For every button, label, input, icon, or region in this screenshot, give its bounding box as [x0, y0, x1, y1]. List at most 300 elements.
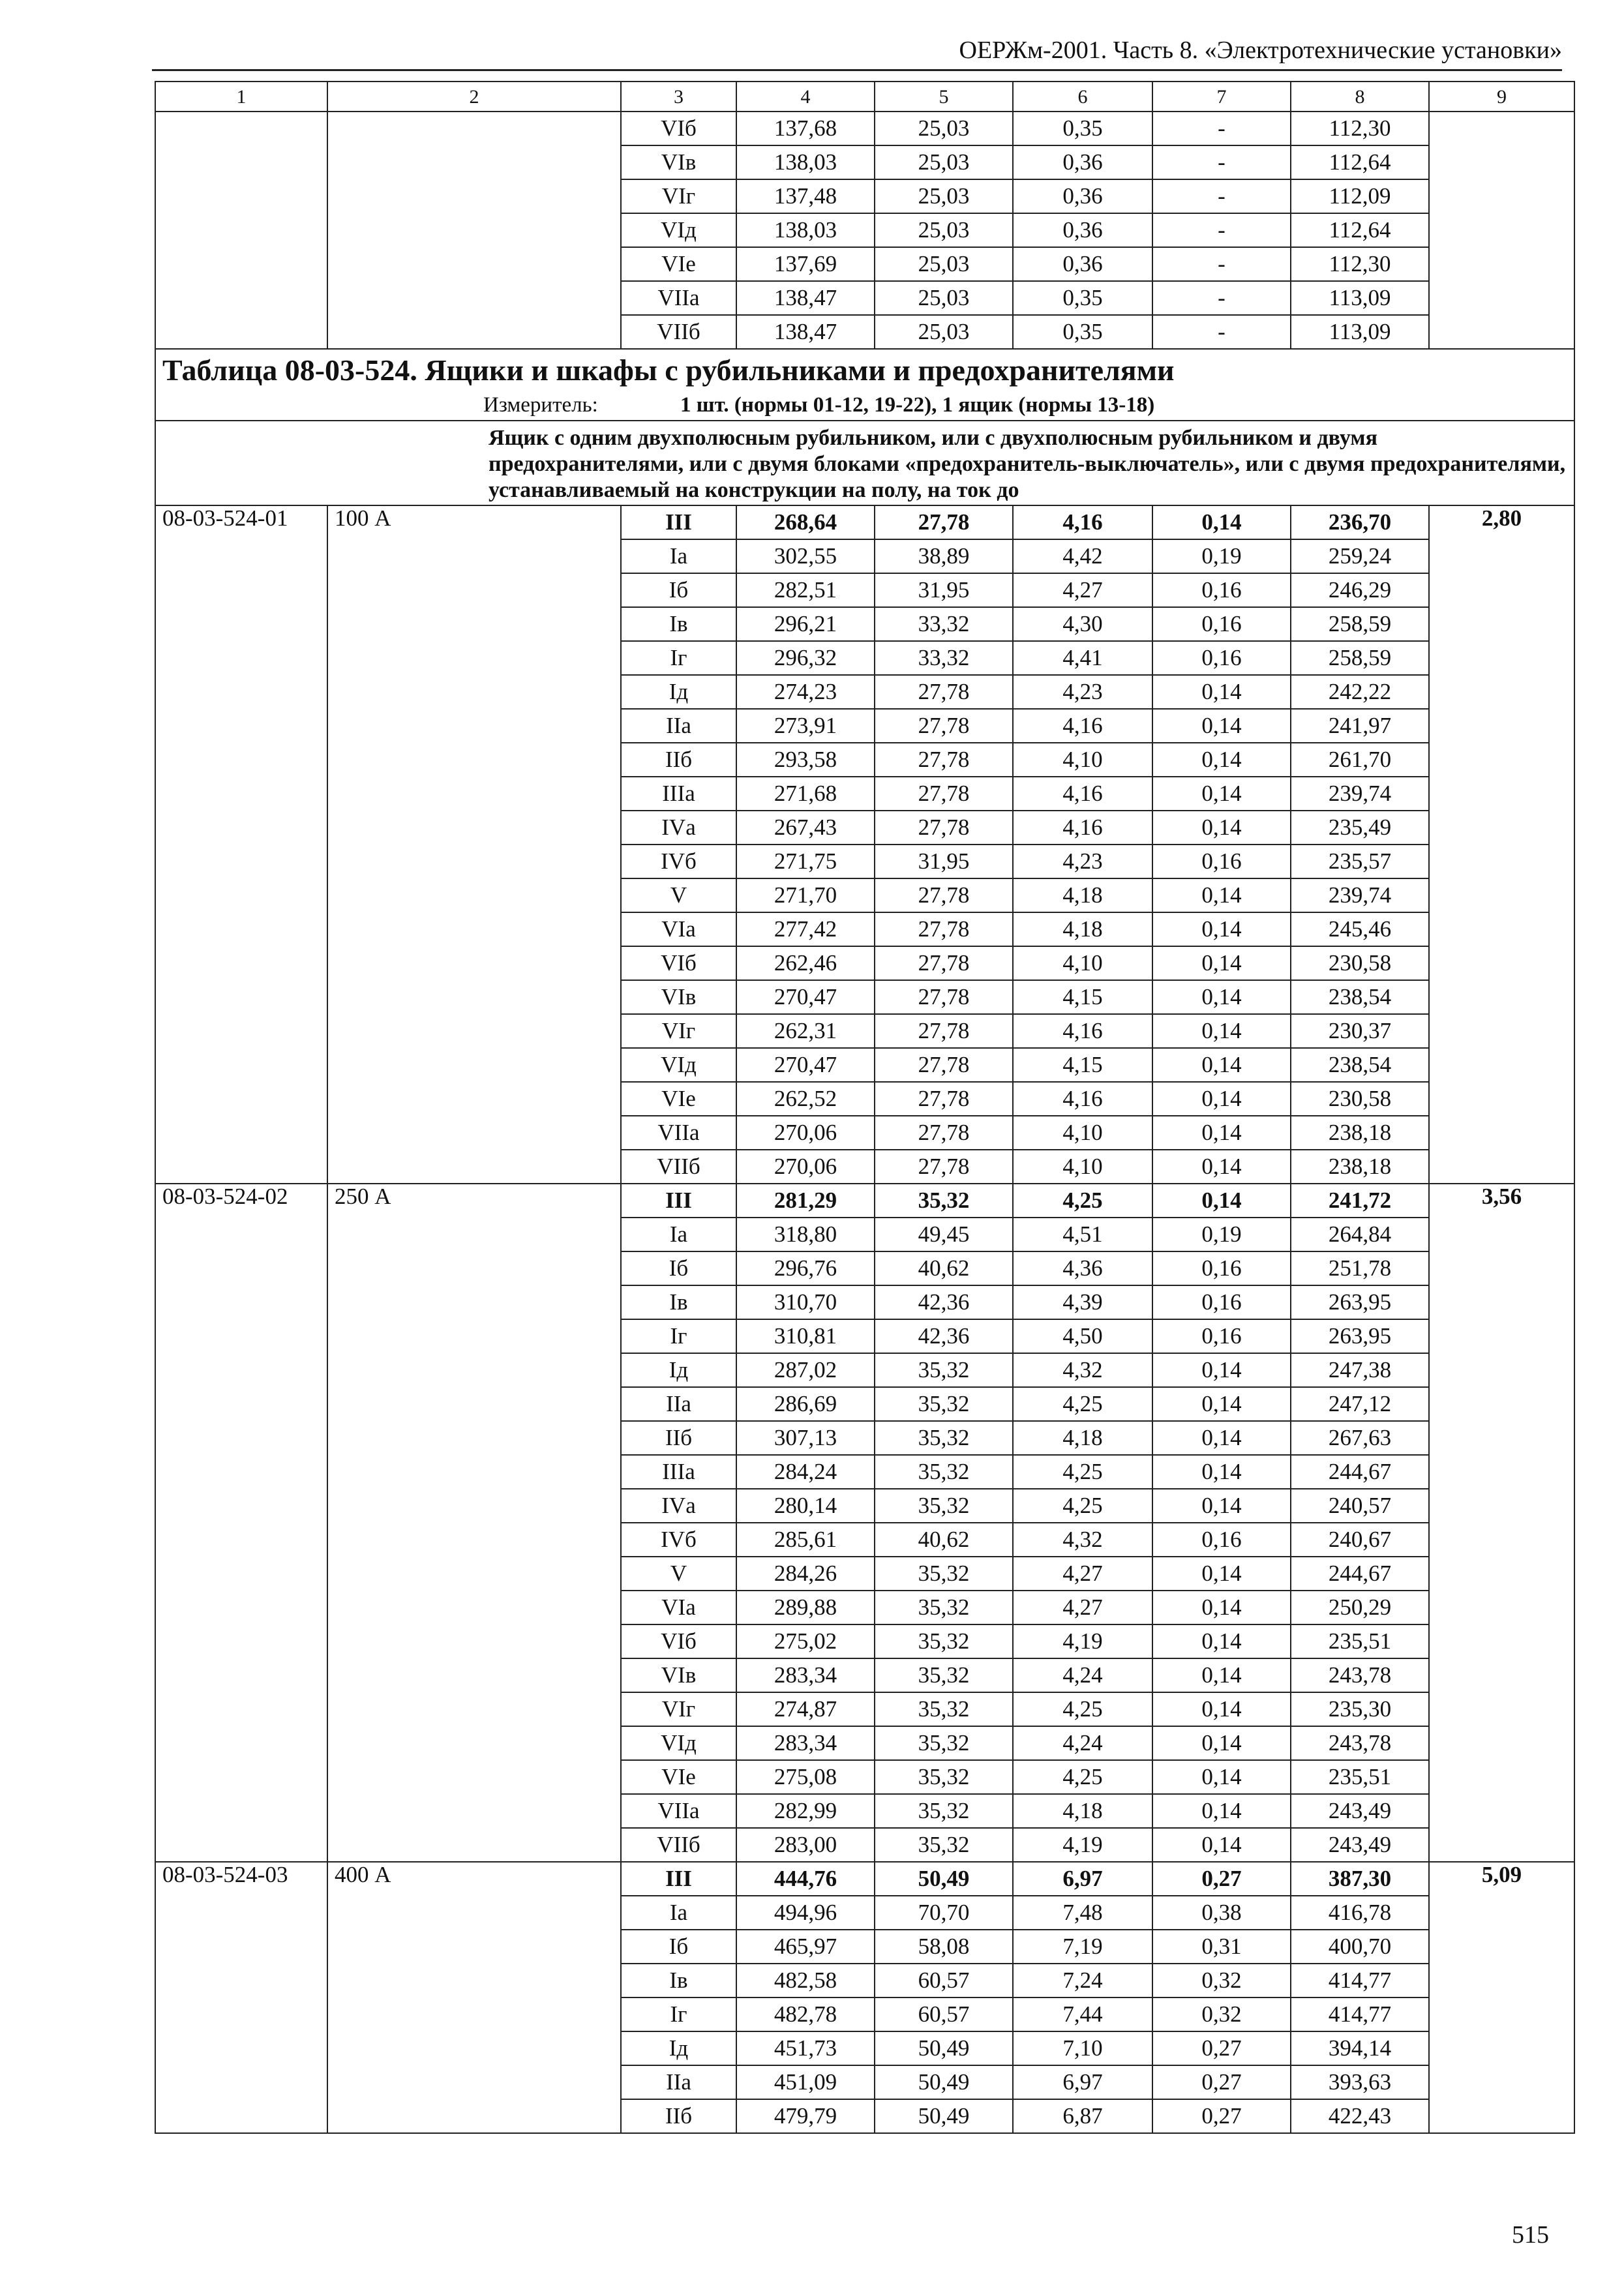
code-cell: [155, 112, 327, 349]
value-cell: 35,32: [875, 1557, 1013, 1591]
value-cell: 0,14: [1152, 1353, 1291, 1387]
value-cell: 444,76: [736, 1862, 875, 1896]
variant-cell: Iг: [621, 641, 736, 675]
variant-cell: V: [621, 1557, 736, 1591]
value-cell: 4,23: [1013, 675, 1152, 709]
value-cell: 35,32: [875, 1353, 1013, 1387]
column-header: 8: [1291, 82, 1429, 112]
variant-cell: VIIа: [621, 281, 736, 315]
value-cell: 27,78: [875, 1150, 1013, 1184]
variant-cell: III: [621, 1184, 736, 1218]
value-cell: 262,31: [736, 1014, 875, 1048]
value-cell: 241,72: [1291, 1184, 1429, 1218]
variant-cell: IIIа: [621, 1455, 736, 1489]
value-cell: 4,16: [1013, 1014, 1152, 1048]
value-cell: 4,16: [1013, 505, 1152, 539]
column-header: 2: [327, 82, 621, 112]
value-cell: 0,14: [1152, 811, 1291, 845]
value-cell: 4,25: [1013, 1692, 1152, 1726]
value-cell: 0,14: [1152, 1387, 1291, 1421]
value-cell: 4,25: [1013, 1387, 1152, 1421]
value-cell: 235,49: [1291, 811, 1429, 845]
value-cell: 42,36: [875, 1285, 1013, 1319]
value-cell: 238,54: [1291, 980, 1429, 1014]
norm-code: 08-03-524-03: [155, 1862, 327, 2133]
value-cell: 0,14: [1152, 777, 1291, 811]
variant-cell: VIб: [621, 112, 736, 145]
value-cell: 4,32: [1013, 1523, 1152, 1557]
value-cell: 0,16: [1152, 1319, 1291, 1353]
value-cell: 414,77: [1291, 1997, 1429, 2031]
value-cell: 273,91: [736, 709, 875, 743]
value-cell: 137,48: [736, 179, 875, 213]
value-cell: 138,47: [736, 281, 875, 315]
norm-code: 08-03-524-02: [155, 1184, 327, 1862]
value-cell: 0,14: [1152, 505, 1291, 539]
value-cell: 264,84: [1291, 1218, 1429, 1251]
value-cell: 296,32: [736, 641, 875, 675]
value-cell: 0,14: [1152, 946, 1291, 980]
variant-cell: VIв: [621, 145, 736, 179]
value-cell: 35,32: [875, 1658, 1013, 1692]
value-cell: 282,51: [736, 573, 875, 607]
value-cell: 0,27: [1152, 1862, 1291, 1896]
column-header: 4: [736, 82, 875, 112]
variant-cell: Iб: [621, 1251, 736, 1285]
value-cell: 7,19: [1013, 1930, 1152, 1964]
value-cell: 7,44: [1013, 1997, 1152, 2031]
value-cell: 0,19: [1152, 1218, 1291, 1251]
table-title: Таблица 08-03-524. Ящики и шкафы с рубильниками и предохранителями: [162, 353, 1175, 387]
value-cell: 0,36: [1013, 247, 1152, 281]
variant-cell: IVа: [621, 811, 736, 845]
variant-cell: VIIа: [621, 1794, 736, 1828]
variant-cell: IVа: [621, 1489, 736, 1523]
value-cell: 4,25: [1013, 1455, 1152, 1489]
measure-line: [162, 390, 1574, 420]
value-cell: 235,51: [1291, 1760, 1429, 1794]
variant-cell: VIе: [621, 247, 736, 281]
value-cell: -: [1152, 247, 1291, 281]
value-cell: 4,18: [1013, 1794, 1152, 1828]
norm-code: 08-03-524-01: [155, 505, 327, 1184]
page-number: 515: [1512, 2221, 1549, 2249]
value-cell: 27,78: [875, 980, 1013, 1014]
value-cell: 0,36: [1013, 213, 1152, 247]
value-cell: 246,29: [1291, 573, 1429, 607]
value-cell: 25,03: [875, 145, 1013, 179]
variant-cell: Iд: [621, 1353, 736, 1387]
variant-cell: Iа: [621, 1896, 736, 1930]
extra-cell: [1429, 112, 1574, 349]
description-row: [155, 421, 1574, 505]
value-cell: 0,14: [1152, 1489, 1291, 1523]
norm-extra: 3,56: [1429, 1184, 1574, 1862]
value-cell: 302,55: [736, 539, 875, 573]
value-cell: 263,95: [1291, 1319, 1429, 1353]
value-cell: 270,47: [736, 1048, 875, 1082]
value-cell: 0,16: [1152, 845, 1291, 878]
value-cell: 60,57: [875, 1964, 1013, 1997]
value-cell: 242,22: [1291, 675, 1429, 709]
norm-extra: 2,80: [1429, 505, 1574, 1184]
value-cell: 283,00: [736, 1828, 875, 1862]
value-cell: 4,27: [1013, 1557, 1152, 1591]
value-cell: 4,18: [1013, 1421, 1152, 1455]
variant-cell: VIа: [621, 912, 736, 946]
value-cell: 35,32: [875, 1489, 1013, 1523]
value-cell: 284,24: [736, 1455, 875, 1489]
value-cell: 58,08: [875, 1930, 1013, 1964]
value-cell: 0,35: [1013, 112, 1152, 145]
value-cell: 31,95: [875, 845, 1013, 878]
variant-cell: VIв: [621, 1658, 736, 1692]
value-cell: 482,78: [736, 1997, 875, 2031]
value-cell: 262,52: [736, 1082, 875, 1116]
value-cell: 4,10: [1013, 1150, 1152, 1184]
value-cell: 27,78: [875, 1116, 1013, 1150]
value-cell: 0,32: [1152, 1964, 1291, 1997]
variant-cell: IVб: [621, 1523, 736, 1557]
table-row: [155, 505, 1574, 539]
value-cell: 289,88: [736, 1591, 875, 1624]
value-cell: 451,09: [736, 2065, 875, 2099]
variant-cell: IIа: [621, 2065, 736, 2099]
value-cell: 0,38: [1152, 1896, 1291, 1930]
variant-cell: VIг: [621, 179, 736, 213]
variant-cell: Iв: [621, 1285, 736, 1319]
value-cell: 482,58: [736, 1964, 875, 1997]
value-cell: 27,78: [875, 777, 1013, 811]
value-cell: 25,03: [875, 315, 1013, 349]
variant-cell: IIа: [621, 1387, 736, 1421]
name-cell: [327, 112, 621, 349]
value-cell: 4,25: [1013, 1760, 1152, 1794]
table-title-cell: [155, 349, 1574, 421]
variant-cell: Iв: [621, 607, 736, 641]
value-cell: 244,67: [1291, 1455, 1429, 1489]
value-cell: 270,47: [736, 980, 875, 1014]
value-cell: 0,14: [1152, 1082, 1291, 1116]
value-cell: 112,30: [1291, 112, 1429, 145]
value-cell: 235,51: [1291, 1624, 1429, 1658]
variant-cell: III: [621, 1862, 736, 1896]
variant-cell: VIIб: [621, 1150, 736, 1184]
page-header: ОЕРЖм-2001. Часть 8. «Электротехнические установки»: [152, 33, 1562, 71]
value-cell: 112,64: [1291, 213, 1429, 247]
value-cell: 267,43: [736, 811, 875, 845]
column-header: 5: [875, 82, 1013, 112]
value-cell: 4,10: [1013, 1116, 1152, 1150]
value-cell: 27,78: [875, 505, 1013, 539]
value-cell: 235,30: [1291, 1692, 1429, 1726]
variant-cell: VIд: [621, 213, 736, 247]
value-cell: 0,14: [1152, 1828, 1291, 1862]
value-cell: 35,32: [875, 1455, 1013, 1489]
variant-cell: VIб: [621, 1624, 736, 1658]
variant-cell: VIIб: [621, 315, 736, 349]
value-cell: 6,97: [1013, 2065, 1152, 2099]
value-cell: -: [1152, 179, 1291, 213]
value-cell: 414,77: [1291, 1964, 1429, 1997]
variant-cell: VIг: [621, 1014, 736, 1048]
value-cell: 50,49: [875, 2065, 1013, 2099]
value-cell: 0,14: [1152, 1014, 1291, 1048]
value-cell: 31,95: [875, 573, 1013, 607]
value-cell: 296,76: [736, 1251, 875, 1285]
value-cell: 240,57: [1291, 1489, 1429, 1523]
value-cell: 0,19: [1152, 539, 1291, 573]
value-cell: 0,14: [1152, 1658, 1291, 1692]
value-cell: 238,54: [1291, 1048, 1429, 1082]
variant-cell: VIд: [621, 1048, 736, 1082]
value-cell: 271,70: [736, 878, 875, 912]
value-cell: 0,14: [1152, 1692, 1291, 1726]
value-cell: 112,09: [1291, 179, 1429, 213]
value-cell: 4,10: [1013, 946, 1152, 980]
value-cell: 0,14: [1152, 1557, 1291, 1591]
value-cell: -: [1152, 213, 1291, 247]
variant-cell: VIIб: [621, 1828, 736, 1862]
value-cell: 238,18: [1291, 1116, 1429, 1150]
value-cell: 230,58: [1291, 1082, 1429, 1116]
value-cell: 35,32: [875, 1421, 1013, 1455]
value-cell: 0,14: [1152, 675, 1291, 709]
column-header: 6: [1013, 82, 1152, 112]
value-cell: 50,49: [875, 2099, 1013, 2133]
value-cell: 4,15: [1013, 980, 1152, 1014]
variant-cell: VIIа: [621, 1116, 736, 1150]
value-cell: 112,64: [1291, 145, 1429, 179]
value-cell: 7,24: [1013, 1964, 1152, 1997]
value-cell: 27,78: [875, 675, 1013, 709]
value-cell: 274,23: [736, 675, 875, 709]
value-cell: 0,32: [1152, 1997, 1291, 2031]
value-cell: 0,16: [1152, 1285, 1291, 1319]
value-cell: 285,61: [736, 1523, 875, 1557]
value-cell: 35,32: [875, 1591, 1013, 1624]
column-header: 9: [1429, 82, 1574, 112]
value-cell: 35,32: [875, 1624, 1013, 1658]
table-description: Ящик с одним двухполюсным рубильником, или с двухполюсным рубильником и двумя предохранителями, или с двумя блоками «предохранитель-выключатель», или с двумя предохранителями, устанавливаемый на конструкции на полу, на ток до: [155, 421, 1574, 505]
value-cell: 0,27: [1152, 2031, 1291, 2065]
value-cell: 35,32: [875, 1828, 1013, 1862]
value-cell: 282,99: [736, 1794, 875, 1828]
value-cell: 0,16: [1152, 573, 1291, 607]
value-cell: 0,14: [1152, 1048, 1291, 1082]
value-cell: 4,39: [1013, 1285, 1152, 1319]
value-cell: 271,68: [736, 777, 875, 811]
table-row: [155, 112, 1574, 145]
variant-cell: IVб: [621, 845, 736, 878]
table-row: [155, 1184, 1574, 1218]
value-cell: 236,70: [1291, 505, 1429, 539]
value-cell: 137,68: [736, 112, 875, 145]
variant-cell: Iг: [621, 1319, 736, 1353]
value-cell: 35,32: [875, 1794, 1013, 1828]
value-cell: 27,78: [875, 743, 1013, 777]
value-cell: 230,58: [1291, 946, 1429, 980]
value-cell: 138,03: [736, 145, 875, 179]
value-cell: 4,18: [1013, 912, 1152, 946]
value-cell: 0,36: [1013, 179, 1152, 213]
value-cell: 27,78: [875, 912, 1013, 946]
value-cell: 283,34: [736, 1726, 875, 1760]
value-cell: 25,03: [875, 213, 1013, 247]
value-cell: 4,15: [1013, 1048, 1152, 1082]
value-cell: 4,10: [1013, 743, 1152, 777]
variant-cell: IIб: [621, 1421, 736, 1455]
value-cell: 0,14: [1152, 1794, 1291, 1828]
column-header: 1: [155, 82, 327, 112]
value-cell: 0,14: [1152, 1591, 1291, 1624]
value-cell: 239,74: [1291, 878, 1429, 912]
value-cell: 275,08: [736, 1760, 875, 1794]
value-cell: 251,78: [1291, 1251, 1429, 1285]
value-cell: 296,21: [736, 607, 875, 641]
variant-cell: Iв: [621, 1964, 736, 1997]
value-cell: 310,70: [736, 1285, 875, 1319]
value-cell: 112,30: [1291, 247, 1429, 281]
value-cell: 258,59: [1291, 641, 1429, 675]
variant-cell: IIIа: [621, 777, 736, 811]
value-cell: 0,16: [1152, 641, 1291, 675]
value-cell: 393,63: [1291, 2065, 1429, 2099]
value-cell: 4,24: [1013, 1658, 1152, 1692]
value-cell: 494,96: [736, 1896, 875, 1930]
variant-cell: VIа: [621, 1591, 736, 1624]
value-cell: 27,78: [875, 1048, 1013, 1082]
value-cell: 268,64: [736, 505, 875, 539]
value-cell: 49,45: [875, 1218, 1013, 1251]
value-cell: 283,34: [736, 1658, 875, 1692]
value-cell: 262,46: [736, 946, 875, 980]
value-cell: 0,14: [1152, 878, 1291, 912]
value-cell: 70,70: [875, 1896, 1013, 1930]
value-cell: 0,14: [1152, 1116, 1291, 1150]
measure-label: Измеритель:: [483, 393, 598, 417]
value-cell: 4,41: [1013, 641, 1152, 675]
value-cell: 235,57: [1291, 845, 1429, 878]
value-cell: 138,47: [736, 315, 875, 349]
variant-cell: Iб: [621, 573, 736, 607]
value-cell: 60,57: [875, 1997, 1013, 2031]
value-cell: 422,43: [1291, 2099, 1429, 2133]
value-cell: 7,10: [1013, 2031, 1152, 2065]
value-cell: 27,78: [875, 1014, 1013, 1048]
variant-cell: Iа: [621, 539, 736, 573]
value-cell: 287,02: [736, 1353, 875, 1387]
value-cell: -: [1152, 281, 1291, 315]
value-cell: 42,36: [875, 1319, 1013, 1353]
value-cell: 0,35: [1013, 315, 1152, 349]
value-cell: 0,14: [1152, 1184, 1291, 1218]
value-cell: 261,70: [1291, 743, 1429, 777]
value-cell: 0,14: [1152, 743, 1291, 777]
variant-cell: IIб: [621, 743, 736, 777]
value-cell: 4,42: [1013, 539, 1152, 573]
value-cell: 4,16: [1013, 1082, 1152, 1116]
norms-table: [155, 81, 1575, 2134]
value-cell: 284,26: [736, 1557, 875, 1591]
value-cell: 25,03: [875, 247, 1013, 281]
value-cell: 0,14: [1152, 1421, 1291, 1455]
value-cell: 239,74: [1291, 777, 1429, 811]
variant-cell: Iа: [621, 1218, 736, 1251]
value-cell: 263,95: [1291, 1285, 1429, 1319]
value-cell: 4,30: [1013, 607, 1152, 641]
column-header-row: [155, 82, 1574, 112]
value-cell: 0,35: [1013, 281, 1152, 315]
value-cell: 245,46: [1291, 912, 1429, 946]
value-cell: 38,89: [875, 539, 1013, 573]
value-cell: 0,14: [1152, 1726, 1291, 1760]
value-cell: 0,14: [1152, 980, 1291, 1014]
value-cell: 138,03: [736, 213, 875, 247]
variant-cell: Iд: [621, 675, 736, 709]
value-cell: 4,24: [1013, 1726, 1152, 1760]
value-cell: 0,14: [1152, 1455, 1291, 1489]
norm-name: 100 А: [327, 505, 621, 1184]
value-cell: 40,62: [875, 1251, 1013, 1285]
value-cell: 0,27: [1152, 2099, 1291, 2133]
value-cell: 50,49: [875, 1862, 1013, 1896]
value-cell: 4,19: [1013, 1624, 1152, 1658]
value-cell: 0,16: [1152, 1251, 1291, 1285]
value-cell: 4,51: [1013, 1218, 1152, 1251]
variant-cell: Iб: [621, 1930, 736, 1964]
value-cell: 113,09: [1291, 281, 1429, 315]
value-cell: 0,14: [1152, 709, 1291, 743]
value-cell: 4,50: [1013, 1319, 1152, 1353]
value-cell: 4,18: [1013, 878, 1152, 912]
table-body: [155, 112, 1574, 2133]
value-cell: 241,97: [1291, 709, 1429, 743]
value-cell: 33,32: [875, 641, 1013, 675]
value-cell: 35,32: [875, 1726, 1013, 1760]
value-cell: 394,14: [1291, 2031, 1429, 2065]
value-cell: 6,87: [1013, 2099, 1152, 2133]
value-cell: 0,16: [1152, 1523, 1291, 1557]
value-cell: 318,80: [736, 1218, 875, 1251]
value-cell: 281,29: [736, 1184, 875, 1218]
value-cell: 25,03: [875, 112, 1013, 145]
value-cell: 40,62: [875, 1523, 1013, 1557]
value-cell: 4,27: [1013, 573, 1152, 607]
norm-extra: 5,09: [1429, 1862, 1574, 2133]
value-cell: 27,78: [875, 1082, 1013, 1116]
variant-cell: III: [621, 505, 736, 539]
value-cell: 244,67: [1291, 1557, 1429, 1591]
variant-cell: VIе: [621, 1760, 736, 1794]
value-cell: 0,14: [1152, 912, 1291, 946]
value-cell: 400,70: [1291, 1930, 1429, 1964]
value-cell: 4,16: [1013, 777, 1152, 811]
value-cell: 310,81: [736, 1319, 875, 1353]
value-cell: 0,27: [1152, 2065, 1291, 2099]
column-header: 7: [1152, 82, 1291, 112]
value-cell: 240,67: [1291, 1523, 1429, 1557]
norm-name: 250 А: [327, 1184, 621, 1862]
value-cell: 479,79: [736, 2099, 875, 2133]
column-header: 3: [621, 82, 736, 112]
value-cell: 0,14: [1152, 1624, 1291, 1658]
value-cell: 277,42: [736, 912, 875, 946]
variant-cell: VIв: [621, 980, 736, 1014]
value-cell: 27,78: [875, 811, 1013, 845]
value-cell: 50,49: [875, 2031, 1013, 2065]
value-cell: 465,97: [736, 1930, 875, 1964]
